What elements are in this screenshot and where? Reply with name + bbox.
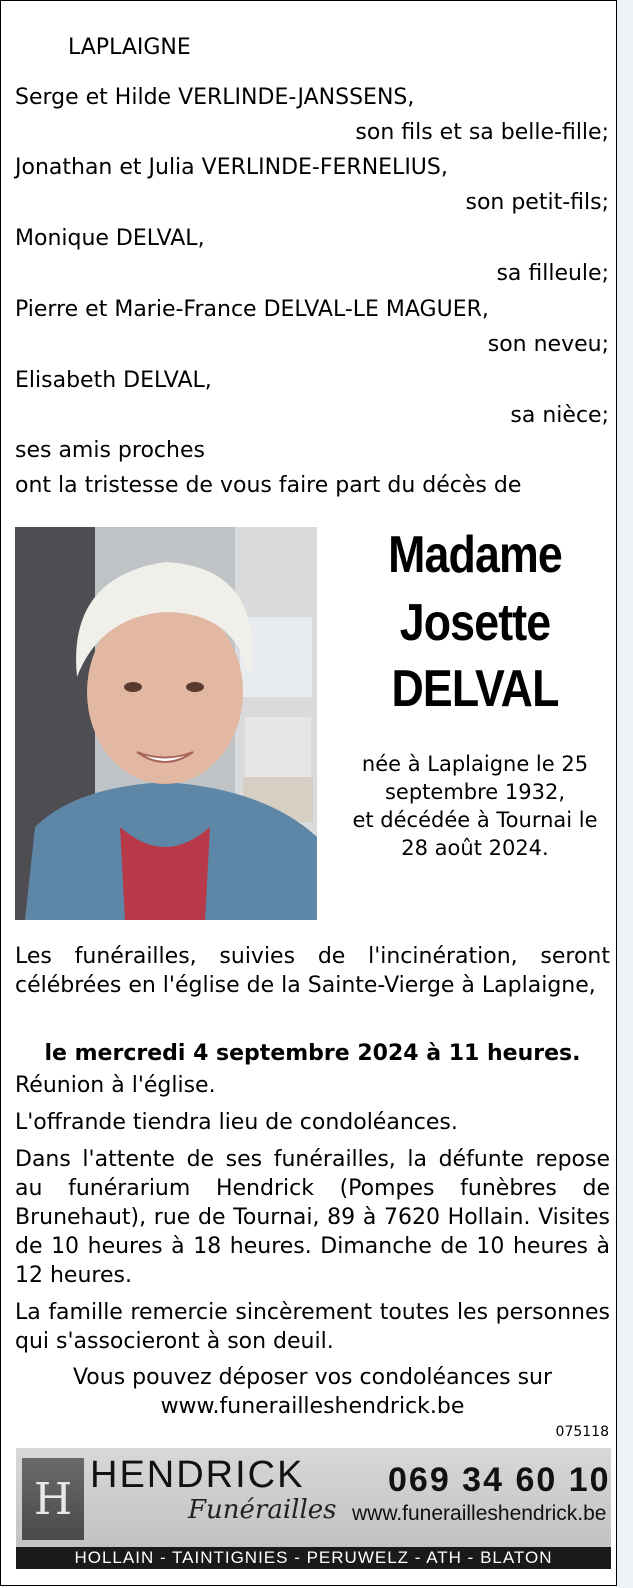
deceased-title: Madame <box>388 526 562 584</box>
ad-code: 075118 <box>555 1424 609 1440</box>
family-name-3: Monique DELVAL, <box>15 226 205 251</box>
offering-line: L'offrande tiendra lieu de condoléances. <box>15 1110 458 1135</box>
deceased-last-name: DELVAL <box>391 660 559 718</box>
condolences-url: www.funerailleshendrick.be <box>160 1394 465 1419</box>
family-name-1: Serge et Hilde VERLINDE-JANSSENS, <box>15 85 415 110</box>
family-relation-5: sa nièce; <box>510 403 609 428</box>
condolences-line: Vous pouvez déposer vos condoléances sur <box>72 1365 553 1390</box>
death-line-1: et décédée à Tournai le <box>352 808 598 832</box>
funeral-text: Les funérailles, suivies de l'incinération, seront célébrées en l'église de la Sainte-Vierge à Laplaigne, <box>15 944 610 998</box>
rest-text: Dans l'attente de ses funérailles, la défunte repose au funérarium Hendrick (Pompes funèbres de Brunehaut), rue de Tournai, 89 à 7620 Hollain. Visites de 10 heures à 18 heures. Dimanche de 10 heures à 12 heures. <box>15 1147 610 1288</box>
company-website: www.funerailleshendrick.be <box>352 1502 607 1525</box>
family-name-4: Pierre et Marie-France DELVAL-LE MAGUER, <box>15 297 489 322</box>
birth-line-1: née à Laplaigne le 25 <box>361 752 589 776</box>
deceased-photo <box>15 527 317 920</box>
friends-line: ses amis proches <box>15 438 205 463</box>
company-locations: HOLLAIN - TAINTIGNIES - PERUWELZ - ATH - BLATON <box>16 1547 611 1569</box>
deceased-first-name: Josette <box>399 594 551 652</box>
family-name-5: Elisabeth DELVAL, <box>15 368 212 393</box>
birth-line-2: septembre 1932, <box>384 780 566 804</box>
header-place: LAPLAIGNE <box>68 35 191 60</box>
reunion-line: Réunion à l'église. <box>15 1073 216 1098</box>
company-name: HENDRICK <box>90 1454 305 1496</box>
funeral-date: le mercredi 4 septembre 2024 à 11 heures. <box>44 1041 581 1066</box>
company-phone: 069 34 60 10 <box>388 1461 611 1499</box>
death-line-2: 28 août 2024. <box>401 836 549 860</box>
logo-letter: H <box>33 1474 73 1525</box>
company-subtitle: Funérailles <box>188 1495 337 1525</box>
family-name-2: Jonathan et Julia VERLINDE-FERNELIUS, <box>15 155 448 180</box>
family-relation-3: sa filleule; <box>496 261 609 286</box>
family-relation-1: son fils et sa belle-fille; <box>355 120 609 145</box>
announcement-line: ont la tristesse de vous faire part du décès de <box>15 473 522 498</box>
family-relation-4: son neveu; <box>487 332 609 357</box>
family-relation-2: son petit-fils; <box>465 190 609 215</box>
thanks-text: La famille remercie sincèrement toutes les personnes qui s'associeront à son deuil. <box>15 1300 610 1354</box>
